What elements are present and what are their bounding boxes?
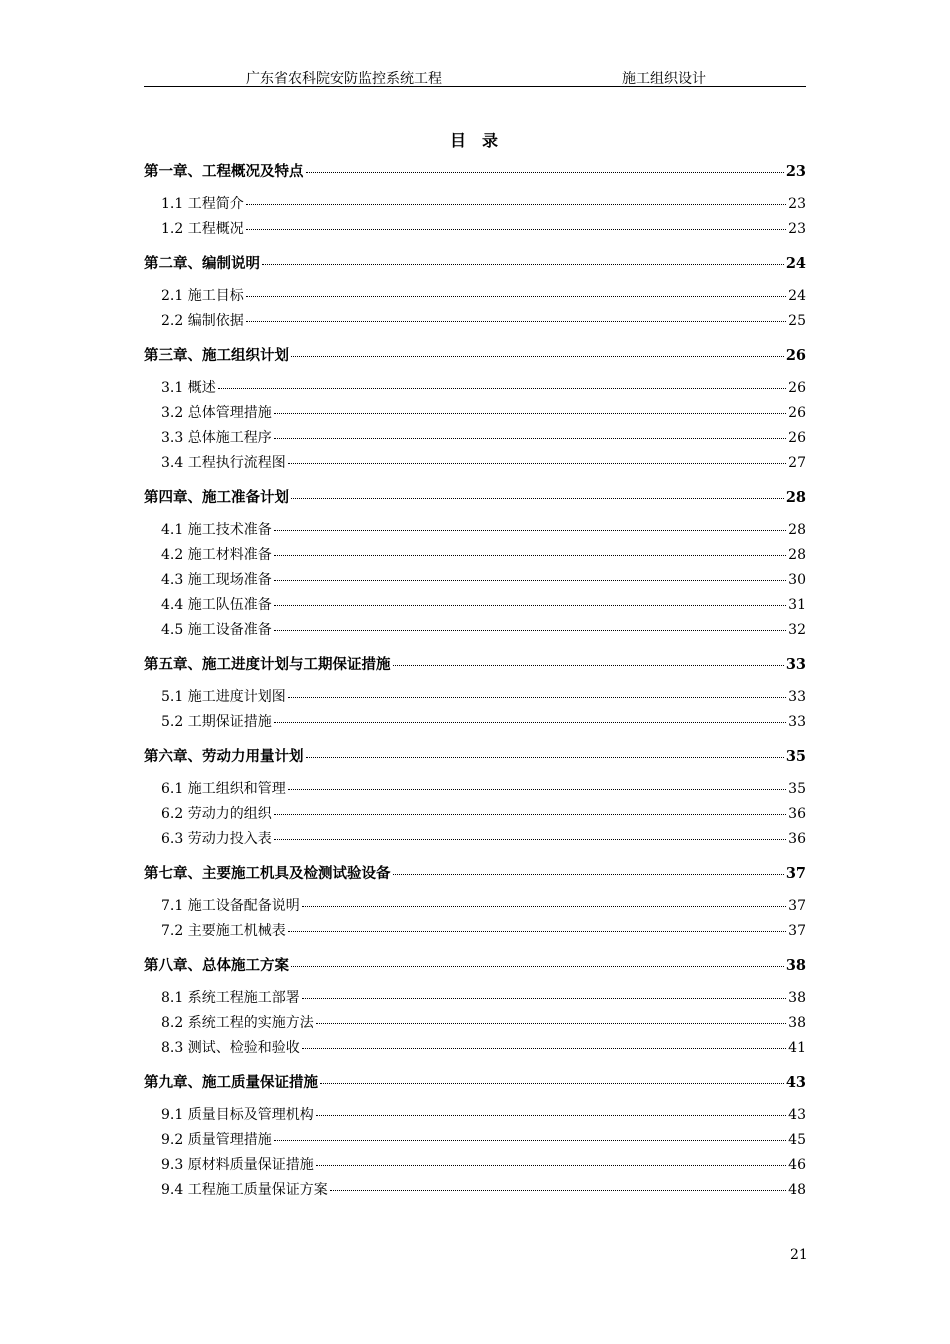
- toc-section-entry[interactable]: [144, 987, 806, 1012]
- toc-chapter-entry[interactable]: [144, 160, 806, 185]
- toc-entry-label: 4.5 施工设备准备: [161, 622, 272, 638]
- toc-entry-page: 38: [788, 1015, 806, 1031]
- toc-entry-label: 8.2 系统工程的实施方法: [161, 1015, 314, 1031]
- toc-leader-dots: [316, 1115, 786, 1116]
- toc-entry-page: 36: [788, 806, 806, 822]
- toc-entry-page: 37: [785, 865, 806, 882]
- toc-entry-page: 23: [788, 221, 806, 237]
- toc-entry-page: 26: [788, 380, 806, 396]
- toc-entry-page: 36: [788, 831, 806, 847]
- toc-section-entry[interactable]: [144, 193, 806, 218]
- toc-entry-page: 28: [788, 547, 806, 563]
- toc-entry-page: 43: [785, 1074, 806, 1091]
- toc-entry-label: 5.2 工期保证措施: [161, 714, 272, 730]
- toc-entry-label: 第一章、工程概况及特点: [144, 163, 304, 180]
- toc-section-entry[interactable]: [144, 377, 806, 402]
- toc-entry-label: 4.1 施工技术准备: [161, 522, 272, 538]
- toc-entry-page: 46: [788, 1157, 806, 1173]
- toc-entry-label: 第五章、施工进度计划与工期保证措施: [144, 656, 391, 673]
- toc-chapter-entry[interactable]: [144, 344, 806, 369]
- toc-entry-label: 9.3 原材料质量保证措施: [161, 1157, 314, 1173]
- toc-section-entry[interactable]: [144, 285, 806, 310]
- toc-leader-dots: [330, 1190, 786, 1191]
- toc-entry-page: 45: [788, 1132, 806, 1148]
- toc-leader-dots: [393, 665, 784, 666]
- toc-entry-page: 31: [788, 597, 806, 613]
- toc-section-entry[interactable]: [144, 828, 806, 853]
- toc-entry-label: 3.1 概述: [161, 380, 216, 396]
- toc-entry-label: 5.1 施工进度计划图: [161, 689, 286, 705]
- toc-leader-dots: [302, 906, 786, 907]
- toc-section-entry[interactable]: [144, 1129, 806, 1154]
- toc-entry-label: 第二章、编制说明: [144, 255, 260, 272]
- toc-entry-page: 33: [788, 689, 806, 705]
- toc-entry-page: 26: [788, 405, 806, 421]
- toc-entry-label: 第六章、劳动力用量计划: [144, 748, 304, 765]
- toc-leader-dots: [316, 1165, 786, 1166]
- toc-section-entry[interactable]: [144, 519, 806, 544]
- toc-entry-label: 3.3 总体施工程序: [161, 430, 272, 446]
- toc-chapter-entry[interactable]: [144, 486, 806, 511]
- toc-section-entry[interactable]: [144, 594, 806, 619]
- toc-entry-page: 37: [788, 923, 806, 939]
- toc-entry-label: 第四章、施工准备计划: [144, 489, 289, 506]
- toc-section-entry[interactable]: [144, 920, 806, 945]
- toc-entry-label: 8.3 测试、检验和验收: [161, 1040, 300, 1056]
- toc-entry-label: 第八章、总体施工方案: [144, 957, 289, 974]
- toc-leader-dots: [274, 722, 786, 723]
- toc-entry-page: 26: [785, 347, 806, 364]
- toc-entry-label: 2.2 编制依据: [161, 313, 244, 329]
- toc-section-entry[interactable]: [144, 452, 806, 477]
- toc-entry-page: 33: [785, 656, 806, 673]
- toc-entry-label: 6.3 劳动力投入表: [161, 831, 272, 847]
- toc-leader-dots: [262, 264, 784, 265]
- toc-entry-label: 6.2 劳动力的组织: [161, 806, 272, 822]
- toc-leader-dots: [288, 931, 786, 932]
- header-document-type: 施工组织设计: [622, 71, 706, 87]
- toc-section-entry[interactable]: [144, 1154, 806, 1179]
- toc-entry-page: 27: [788, 455, 806, 471]
- toc-entry-label: 1.1 工程简介: [161, 196, 244, 212]
- header-project-title: 广东省农科院安防监控系统工程: [246, 71, 442, 87]
- toc-entry-page: 26: [788, 430, 806, 446]
- toc-leader-dots: [246, 204, 786, 205]
- toc-entry-page: 23: [788, 196, 806, 212]
- toc-section-entry[interactable]: [144, 778, 806, 803]
- toc-entry-label: 第九章、施工质量保证措施: [144, 1074, 318, 1091]
- toc-section-entry[interactable]: [144, 619, 806, 644]
- toc-entry-page: 28: [788, 522, 806, 538]
- toc-chapter-entry[interactable]: [144, 653, 806, 678]
- toc-leader-dots: [306, 172, 784, 173]
- toc-leader-dots: [246, 229, 786, 230]
- toc-entry-page: 41: [788, 1040, 806, 1056]
- toc-entry-label: 9.4 工程施工质量保证方案: [161, 1182, 328, 1198]
- toc-entry-page: 23: [785, 163, 806, 180]
- toc-entry-page: 32: [788, 622, 806, 638]
- toc-entry-label: 4.4 施工队伍准备: [161, 597, 272, 613]
- toc-leader-dots: [320, 1083, 784, 1084]
- toc-section-entry[interactable]: [144, 1104, 806, 1129]
- table-of-contents: [144, 160, 806, 1204]
- toc-leader-dots: [288, 463, 786, 464]
- toc-title-part: 目: [449, 131, 468, 150]
- toc-entry-label: 9.1 质量目标及管理机构: [161, 1107, 314, 1123]
- toc-leader-dots: [291, 356, 784, 357]
- toc-leader-dots: [316, 1023, 786, 1024]
- toc-entry-page: 35: [788, 781, 806, 797]
- toc-title-part: 录: [482, 131, 501, 150]
- toc-entry-page: 43: [788, 1107, 806, 1123]
- toc-section-entry[interactable]: [144, 1179, 806, 1204]
- toc-title: [0, 128, 950, 151]
- toc-section-entry[interactable]: [144, 711, 806, 736]
- toc-leader-dots: [274, 438, 786, 439]
- toc-entry-page: 33: [788, 714, 806, 730]
- toc-section-entry[interactable]: [144, 427, 806, 452]
- toc-entry-label: 7.2 主要施工机械表: [161, 923, 286, 939]
- toc-chapter-entry[interactable]: [144, 1071, 806, 1096]
- toc-leader-dots: [246, 296, 786, 297]
- toc-section-entry[interactable]: [144, 310, 806, 335]
- toc-entry-label: 1.2 工程概况: [161, 221, 244, 237]
- toc-leader-dots: [288, 697, 786, 698]
- toc-entry-page: 38: [788, 990, 806, 1006]
- page-number: 21: [790, 1247, 808, 1263]
- toc-section-entry[interactable]: [144, 218, 806, 243]
- toc-entry-label: 2.1 施工目标: [161, 288, 244, 304]
- toc-section-entry[interactable]: [144, 544, 806, 569]
- toc-leader-dots: [274, 605, 786, 606]
- toc-leader-dots: [274, 555, 786, 556]
- toc-entry-label: 8.1 系统工程施工部署: [161, 990, 300, 1006]
- toc-leader-dots: [291, 966, 784, 967]
- toc-leader-dots: [274, 530, 786, 531]
- toc-leader-dots: [274, 1140, 786, 1141]
- toc-leader-dots: [274, 580, 786, 581]
- toc-leader-dots: [306, 757, 784, 758]
- toc-leader-dots: [246, 321, 786, 322]
- toc-chapter-entry[interactable]: [144, 745, 806, 770]
- toc-entry-page: 35: [785, 748, 806, 765]
- toc-leader-dots: [274, 814, 786, 815]
- toc-entry-label: 第三章、施工组织计划: [144, 347, 289, 364]
- toc-chapter-entry[interactable]: [144, 252, 806, 277]
- toc-entry-label: 7.1 施工设备配备说明: [161, 898, 300, 914]
- toc-leader-dots: [302, 998, 786, 999]
- toc-entry-page: 38: [785, 957, 806, 974]
- toc-entry-label: 3.4 工程执行流程图: [161, 455, 286, 471]
- toc-section-entry[interactable]: [144, 569, 806, 594]
- toc-entry-label: 第七章、主要施工机具及检测试验设备: [144, 865, 391, 882]
- toc-entry-page: 30: [788, 572, 806, 588]
- toc-leader-dots: [274, 839, 786, 840]
- toc-entry-page: 48: [788, 1182, 806, 1198]
- toc-entry-label: 6.1 施工组织和管理: [161, 781, 286, 797]
- toc-leader-dots: [274, 413, 786, 414]
- toc-chapter-entry[interactable]: [144, 862, 806, 887]
- toc-section-entry[interactable]: [144, 895, 806, 920]
- toc-section-entry[interactable]: [144, 1012, 806, 1037]
- toc-chapter-entry[interactable]: [144, 954, 806, 979]
- toc-leader-dots: [274, 630, 786, 631]
- toc-section-entry[interactable]: [144, 402, 806, 427]
- toc-entry-page: 24: [788, 288, 806, 304]
- toc-entry-page: 37: [788, 898, 806, 914]
- toc-entry-label: 9.2 质量管理措施: [161, 1132, 272, 1148]
- toc-leader-dots: [302, 1048, 786, 1049]
- page-header: [144, 66, 806, 87]
- toc-entry-page: 28: [785, 489, 806, 506]
- toc-entry-label: 4.2 施工材料准备: [161, 547, 272, 563]
- toc-leader-dots: [393, 874, 784, 875]
- toc-section-entry[interactable]: [144, 803, 806, 828]
- toc-section-entry[interactable]: [144, 1037, 806, 1062]
- toc-entry-page: 25: [788, 313, 806, 329]
- toc-leader-dots: [218, 388, 786, 389]
- toc-leader-dots: [291, 498, 784, 499]
- toc-section-entry[interactable]: [144, 686, 806, 711]
- toc-entry-label: 3.2 总体管理措施: [161, 405, 272, 421]
- toc-leader-dots: [288, 789, 786, 790]
- toc-entry-label: 4.3 施工现场准备: [161, 572, 272, 588]
- toc-entry-page: 24: [785, 255, 806, 272]
